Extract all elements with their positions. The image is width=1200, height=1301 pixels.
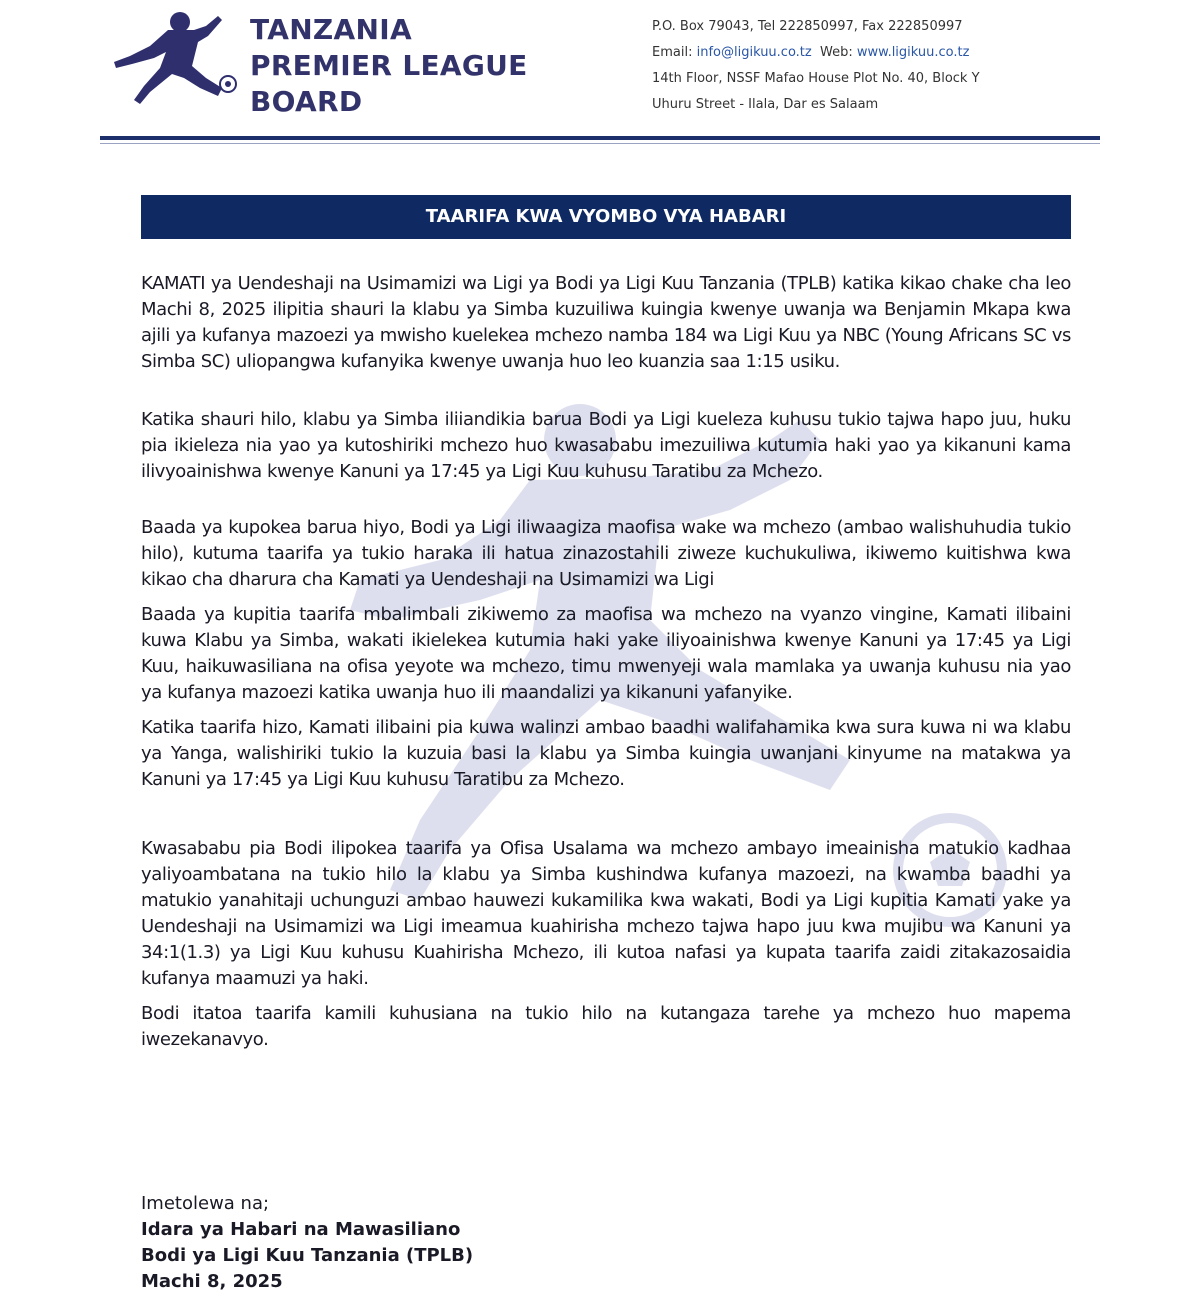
paragraph-4: Baada ya kupitia taarifa mbalimbali zikiwemo za maofisa wa mchezo na vyanzo vingine, Kamati ilibaini kuwa Klabu ya Simba, wakati ikielekea kutumia haki yake iliyoainishwa kwenye Kanuni ya 17:45 ya Ligi Kuu, haikuwasiliana na ofisa yeyote wa mchezo, timu mwenyeji wala mamlaka ya uwanja kuhusu nia yao ya kufanya mazoezi katika uwanja huo ili maandalizi ya kikanuni yafanyike. bbox=[141, 604, 1071, 703]
email-link[interactable]: info@ligikuu.co.tz bbox=[696, 45, 812, 60]
paragraph-7: Bodi itatoa taarifa kamili kuhusiana na tukio hilo na kutangaza tarehe ya mchezo huo mapema iwezekanavyo. bbox=[141, 1003, 1071, 1050]
address-line-1: 14th Floor, NSSF Mafao House Plot No. 40, Block Y bbox=[652, 71, 980, 86]
contact-phone-line: P.O. Box 79043, Tel 222850997, Fax 222850997 bbox=[652, 19, 963, 34]
web-link[interactable]: www.ligikuu.co.tz bbox=[856, 45, 970, 60]
org-name-line3: BOARD bbox=[250, 85, 363, 118]
email-label: Email: bbox=[652, 45, 697, 60]
org-name-line2: PREMIER LEAGUE bbox=[250, 49, 528, 82]
paragraph-5: Katika taarifa hizo, Kamati ilibaini pia kuwa walinzi ambao baadhi walifahamika kwa sura kuwa ni wa klabu ya Yanga, walishiriki tukio la kuzuia basi la klabu ya Simba kuingia uwanjani kinyume na matakwa ya Kanuni ya 17:45 ya Ligi Kuu kuhusu Taratibu za Mchezo. bbox=[141, 717, 1071, 790]
press-release-banner: TAARIFA KWA VYOMBO VYA HABARI bbox=[141, 195, 1071, 239]
org-name bbox=[250, 12, 528, 120]
organization-name: Bodi ya Ligi Kuu Tanzania (TPLB) bbox=[141, 1245, 474, 1266]
org-name-line1: TANZANIA bbox=[250, 13, 412, 46]
paragraph-6: Kwasababu pia Bodi ilipokea taarifa ya Ofisa Usalama wa mchezo ambayo imeainisha matukio kadhaa yaliyoambatana na tukio hilo la klabu ya Simba kushindwa kufanya mazoezi, na kwamba baadhi ya matukio yanahitaji uchunguzi ambao hauwezi kukamilika kwa wakati, Bodi ya Ligi kupitia Kamati yake ya Uendeshaji na Usimamizi wa Ligi imeamua kuahirisha mchezo tajwa hapo juu kwa mujibu wa Kanuni ya 34:1(1.3) ya Ligi Kuu kuhusu Kuahirisha Mchezo, ili kutoa nafasi ya kupata taarifa zaidi zitakazosaidia kufanya maamuzi ya haki. bbox=[141, 838, 1071, 989]
header-divider-thin bbox=[100, 143, 1100, 144]
issued-by: Imetolewa na; bbox=[141, 1193, 270, 1214]
release-date: Machi 8, 2025 bbox=[141, 1271, 283, 1292]
header-divider bbox=[100, 136, 1100, 140]
footballer-logo-icon bbox=[110, 8, 250, 112]
press-release-body bbox=[141, 271, 1071, 1053]
contact-email-web-line bbox=[652, 40, 980, 66]
signoff-block bbox=[141, 1191, 473, 1295]
paragraph-2: Katika shauri hilo, klabu ya Simba iliiandikia barua Bodi ya Ligi kueleza kuhusu tukio tajwa hapo juu, huku pia ikieleza nia yao ya kutoshiriki mchezo huo kwasababu imezuiliwa kutumia haki yao ya kikanuni kama ilivyoainishwa kwenye Kanuni ya 17:45 ya Ligi Kuu kuhusu Taratibu za Mchezo. bbox=[141, 409, 1071, 482]
paragraph-3: Baada ya kupokea barua hiyo, Bodi ya Ligi iliwaagiza maofisa wake wa mchezo (ambao walishuhudia tukio hilo), kutuma taarifa ya tukio haraka ili hatua zinazostahili ziweze kuchukuliwa, ikiwemo kuitishwa kwa kikao cha dharura cha Kamati ya Uendeshaji na Usimamizi wa Ligi bbox=[141, 517, 1071, 590]
department-name: Idara ya Habari na Mawasiliano bbox=[141, 1219, 461, 1240]
address-line-2: Uhuru Street - Ilala, Dar es Salaam bbox=[652, 97, 879, 112]
letterhead bbox=[0, 0, 1200, 150]
web-label: Web: bbox=[820, 45, 857, 60]
contact-block bbox=[652, 14, 980, 118]
paragraph-1: KAMATI ya Uendeshaji na Usimamizi wa Ligi ya Bodi ya Ligi Kuu Tanzania (TPLB) katika kikao chake cha leo Machi 8, 2025 ilipitia shauri la klabu ya Simba kuzuiliwa kuingia kwenye uwanja wa Benjamin Mkapa kwa ajili ya kufanya mazoezi ya mwisho kuelekea mchezo namba 184 wa Ligi Kuu ya NBC (Young Africans SC vs Simba SC) uliopangwa kufanyika kwenye uwanja huo leo kuanzia saa 1:15 usiku. bbox=[141, 273, 1071, 372]
